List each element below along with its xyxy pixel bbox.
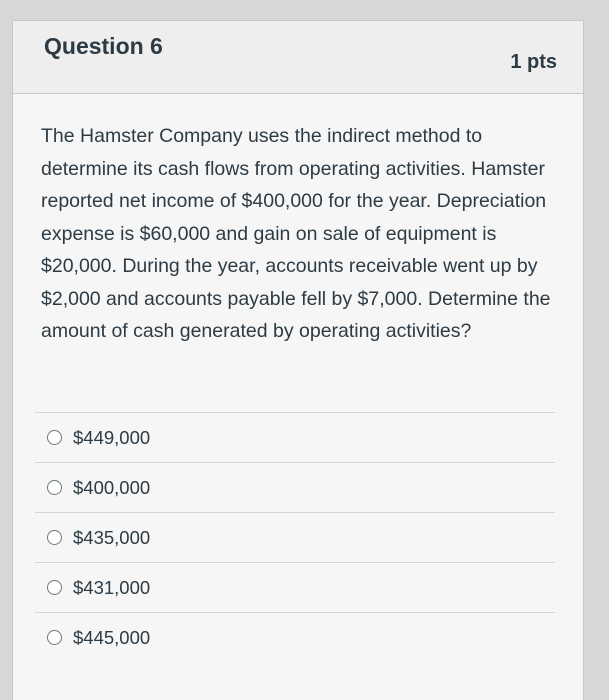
radio-button[interactable] [47,580,62,595]
question-header [13,21,583,94]
answer-label[interactable]: $445,000 [73,626,151,648]
question-points: 1 pts [510,51,557,73]
question-text: The Hamster Company uses the indirect method to determine its cash flows from operating activities. Hamster reported net income of $400,000 for the year. Depreciation expense is $60,000 and gain on sale of equipment is $20,000. During the year, accounts receivable went up by $2,000 and accounts payable fell by $7,000. Determine the amount of cash generated by operating activities? [41,125,551,342]
radio-button[interactable] [47,630,62,645]
radio-button[interactable] [47,480,62,495]
radio-button[interactable] [47,430,62,445]
answer-label[interactable]: $435,000 [73,526,151,548]
answer-option[interactable] [35,412,555,462]
answer-option[interactable] [35,562,555,612]
answer-label[interactable]: $449,000 [73,426,151,448]
answer-list [35,412,555,662]
question-card [12,20,584,700]
question-title: Question 6 [44,33,163,59]
answer-option[interactable] [35,612,555,662]
answer-option[interactable] [35,462,555,512]
answer-label[interactable]: $400,000 [73,476,151,498]
answer-option[interactable] [35,512,555,562]
answer-label[interactable]: $431,000 [73,576,151,598]
radio-button[interactable] [47,530,62,545]
